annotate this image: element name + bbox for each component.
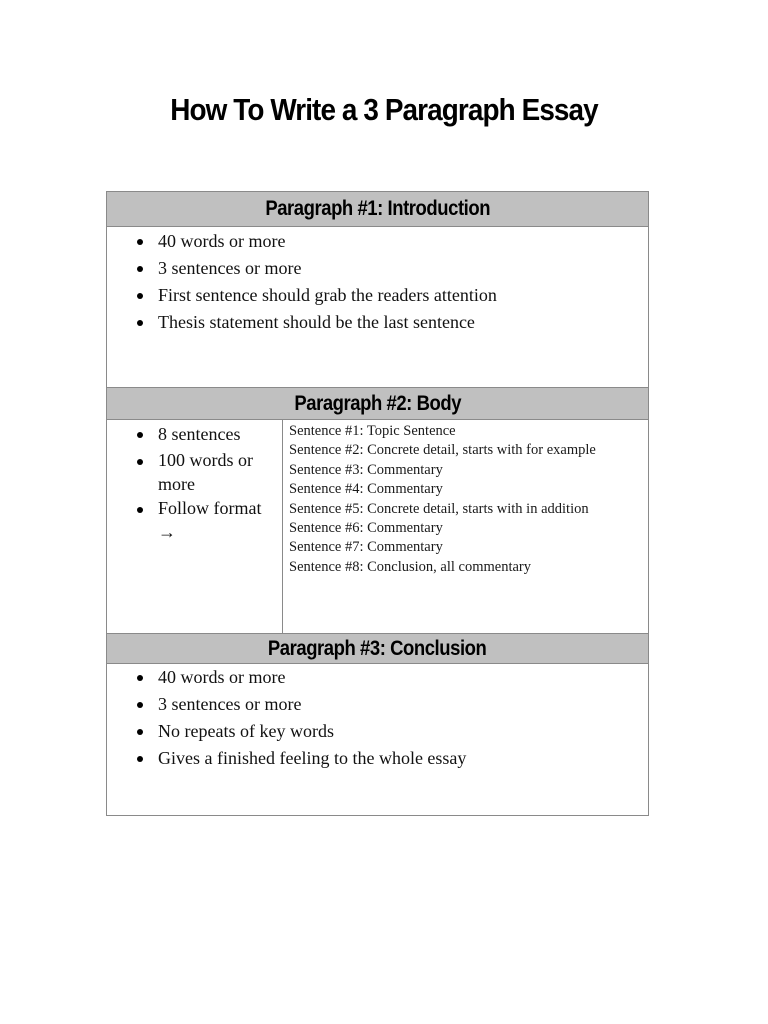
sentence-item: Sentence #5: Concrete detail, starts with in addition [289, 500, 589, 517]
sentence-item: Sentence #8: Conclusion, all commentary [289, 558, 532, 575]
body-bullet-list [107, 421, 282, 544]
section-header-label: Paragraph #1: Introduction [265, 197, 490, 220]
section-header-body [107, 387, 648, 420]
sentence-item: Sentence #6: Commentary [289, 520, 443, 537]
list-item: 40 words or more [107, 664, 648, 691]
list-item: Follow format → [107, 496, 282, 544]
list-item: Thesis statement should be the last sentence [107, 309, 648, 336]
section-header-conclusion [107, 633, 648, 664]
section-header-label: Paragraph #2: Body [294, 392, 461, 415]
section-header-label: Paragraph #3: Conclusion [268, 637, 487, 660]
body-sentence-format-list [289, 422, 644, 577]
sentence-item: Sentence #7: Commentary [289, 539, 443, 556]
list-item: 8 sentences [107, 421, 282, 448]
sentence-item: Sentence #4: Commentary [289, 481, 443, 498]
sentence-item: Sentence #1: Topic Sentence [289, 423, 456, 439]
list-item: 3 sentences or more [107, 691, 648, 718]
list-item: No repeats of key words [107, 718, 648, 745]
list-item: 3 sentences or more [107, 255, 648, 282]
page-title: How To Write a 3 Paragraph Essay [170, 92, 598, 127]
list-item: 40 words or more [107, 228, 648, 255]
introduction-bullet-list [107, 228, 648, 336]
list-item: 100 words or more [107, 448, 282, 496]
list-item: First sentence should grab the readers attention [107, 282, 648, 309]
column-divider [282, 420, 283, 633]
sentence-item: Sentence #3: Commentary [289, 461, 443, 478]
essay-outline-table [106, 191, 649, 816]
section-header-introduction [107, 192, 648, 227]
sentence-item: Sentence #2: Concrete detail, starts with for example [289, 442, 596, 459]
conclusion-bullet-list [107, 664, 648, 772]
list-item: Gives a finished feeling to the whole essay [107, 745, 648, 772]
